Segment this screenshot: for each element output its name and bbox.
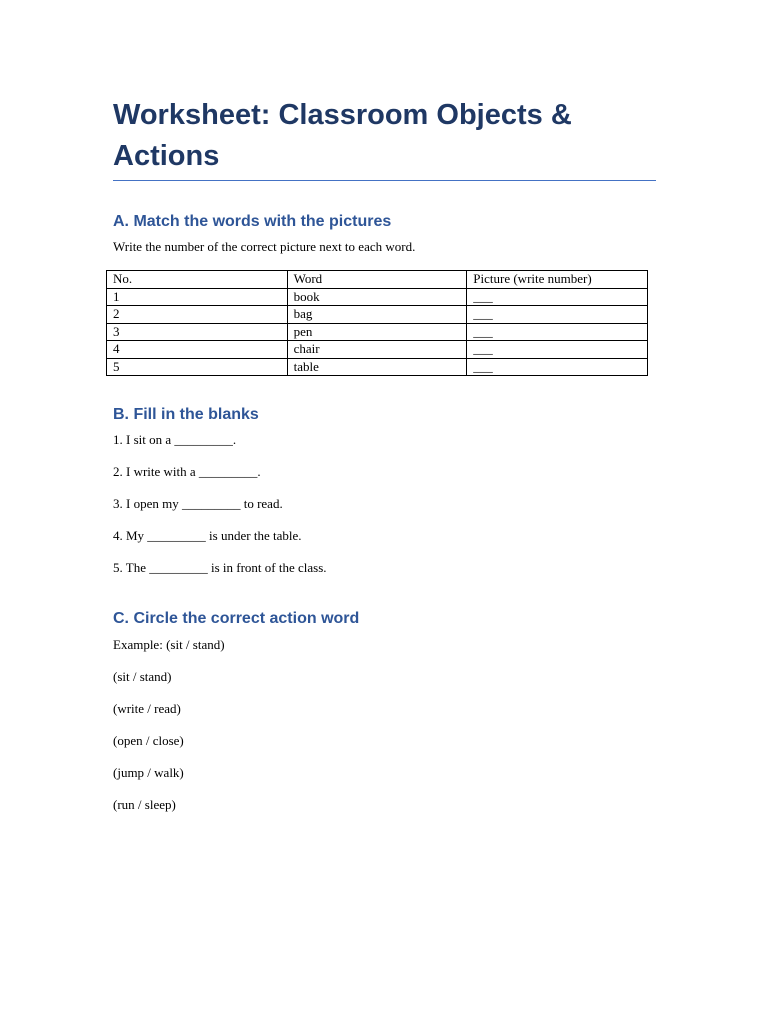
title-divider (113, 180, 656, 181)
cell-no: 1 (107, 288, 288, 306)
table-row (107, 306, 648, 324)
cell-no: 2 (107, 306, 288, 324)
cell-answer-blank[interactable]: ___ (467, 306, 648, 324)
cell-word: pen (287, 323, 467, 341)
cell-word: bag (287, 306, 467, 324)
fill-blank-item: 5. The _________ is in front of the class. (113, 560, 327, 575)
page-title: Worksheet: Classroom Objects & Actions (113, 99, 572, 172)
section-b-heading: B. Fill in the blanks (113, 406, 259, 423)
header-picture: Picture (write number) (467, 271, 648, 289)
action-choice-item: (write / read) (113, 701, 181, 716)
cell-answer-blank[interactable]: ___ (467, 288, 648, 306)
fill-blank-item: 1. I sit on a _________. (113, 432, 237, 447)
action-example: Example: (sit / stand) (113, 637, 225, 652)
action-choice-item: (jump / walk) (113, 765, 184, 780)
cell-no: 3 (107, 323, 288, 341)
table-row (107, 341, 648, 359)
cell-answer-blank[interactable]: ___ (467, 323, 648, 341)
table-row (107, 288, 648, 306)
fill-blank-item: 4. My _________ is under the table. (113, 528, 302, 543)
action-choice-item: (open / close) (113, 733, 184, 748)
fill-blank-item: 2. I write with a _________. (113, 464, 261, 479)
cell-no: 5 (107, 358, 288, 376)
fill-blank-item: 3. I open my _________ to read. (113, 496, 283, 511)
table-header-row (107, 271, 648, 289)
section-c-heading: C. Circle the correct action word (113, 610, 360, 627)
match-table (106, 270, 648, 376)
cell-word: table (287, 358, 467, 376)
header-word: Word (287, 271, 467, 289)
section-a-instruction: Write the number of the correct picture next to each word. (113, 239, 416, 254)
section-a-heading: A. Match the words with the pictures (113, 213, 392, 230)
cell-answer-blank[interactable]: ___ (467, 341, 648, 359)
header-no: No. (107, 271, 288, 289)
action-choice-item: (sit / stand) (113, 669, 172, 684)
cell-no: 4 (107, 341, 288, 359)
table-row (107, 358, 648, 376)
action-choice-item: (run / sleep) (113, 797, 176, 812)
cell-word: chair (287, 341, 467, 359)
cell-answer-blank[interactable]: ___ (467, 358, 648, 376)
table-row (107, 323, 648, 341)
cell-word: book (287, 288, 467, 306)
